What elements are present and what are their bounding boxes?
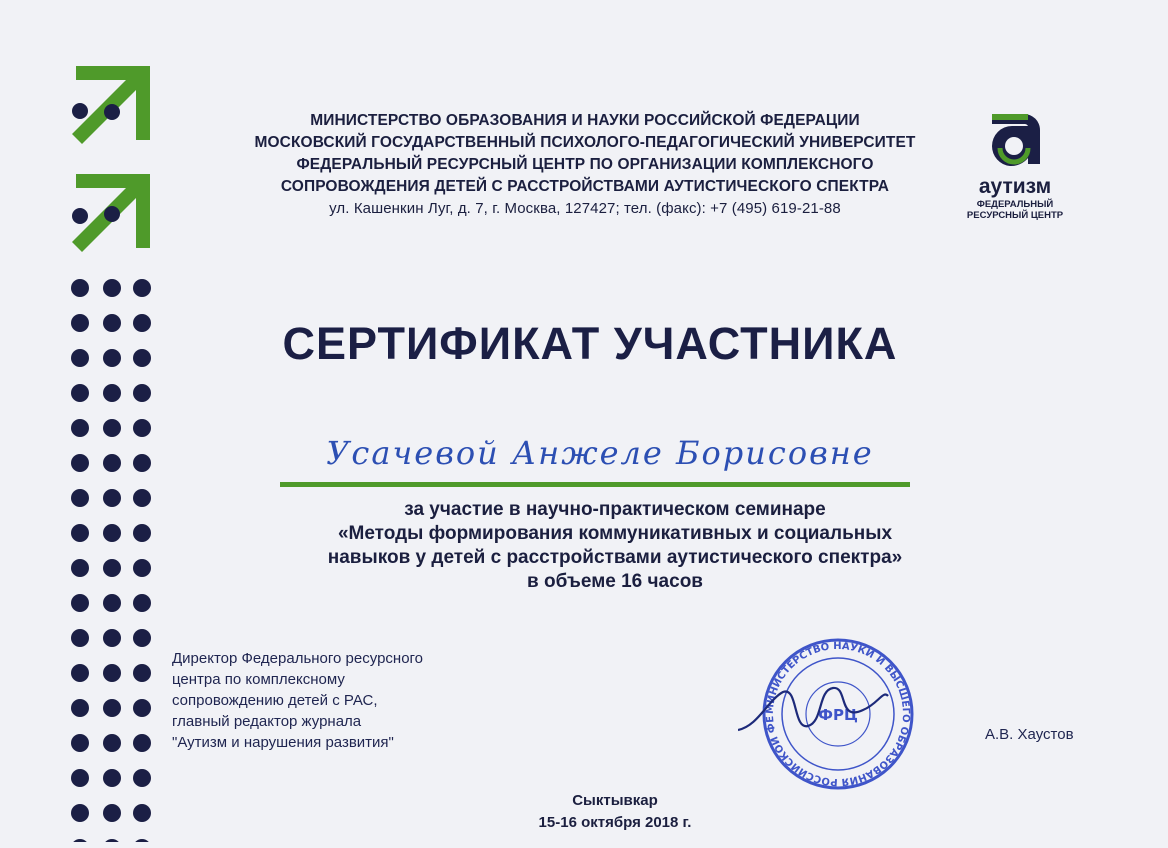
logo-a-icon [980,108,1050,168]
decorative-dot [71,839,89,842]
ministry-line: МИНИСТЕРСТВО ОБРАЗОВАНИЯ И НАУКИ РОССИЙСКОЙ ФЕДЕРАЦИИ [310,112,860,129]
recipient-name: Усачевой Анжеле Борисовне [326,434,874,472]
decorative-dot [71,279,89,297]
decorative-dot [133,419,151,437]
stamp-seal-icon [738,630,928,800]
decorative-dot [133,524,151,542]
decorative-dot [103,769,121,787]
date: 15-16 октября 2018 г. [538,814,692,831]
decorative-dot [71,384,89,402]
decorative-dot [133,349,151,367]
logo-sub-2: РЕСУРСНЫЙ ЦЕНТР [966,210,1064,221]
decorative-dot [133,559,151,577]
logo-word: аутизм [978,175,1052,198]
decorative-dot [103,454,121,472]
place-and-date [430,790,800,834]
stamp-outer-text: МИНИСТЕРСТВО НАУКИ И ВЫСШЕГО ОБРАЗОВАНИЯ РОССИЙСКОЙ ФЕ [764,640,912,788]
decorative-dot [71,419,89,437]
certificate-title: СЕРТИФИКАТ УЧАСТНИКА [282,318,898,369]
body-line-4: в объеме 16 часов [527,571,703,592]
signer-role-line-5: "Аутизм и нарушения развития" [172,734,394,751]
signer-role-line-4: главный редактор журнала [172,713,362,730]
decorative-dot [103,279,121,297]
decorative-dot [103,524,121,542]
center-line-2: СОПРОВОЖДЕНИЯ ДЕТЕЙ С РАССТРОЙСТВАМИ АУТИСТИЧЕСКОГО СПЕКТРА [280,178,890,195]
logo-sub-1: ФЕДЕРАЛЬНЫЙ [976,199,1054,210]
signer-role-line-2: центра по комплексному [172,671,345,688]
decorative-dot [133,384,151,402]
certificate-body [250,498,980,594]
autism-center-logo [960,108,1070,228]
decorative-dot [71,489,89,507]
signer-role-line-1: Директор Федерального ресурсного [172,650,424,667]
decorative-dot [133,489,151,507]
decorative-dot [71,734,89,752]
decorative-dot [103,314,121,332]
decorative-dot [133,594,151,612]
decorative-dot [103,734,121,752]
decorative-dot [71,454,89,472]
decorative-dot [103,489,121,507]
decorative-dot [133,664,151,682]
decorative-dot [71,699,89,717]
decorative-dot [71,524,89,542]
decorative-dot [133,769,151,787]
decorative-dot [103,804,121,822]
arrow-dots-pattern [68,62,158,842]
decorative-dot [71,349,89,367]
stamp-center-text: ФРЦ [818,706,858,724]
decorative-arrows-dots [68,62,158,842]
body-line-2: «Методы формирования коммуникативных и социальных [337,523,893,544]
issuer-header [210,110,960,220]
body-line-1: за участие в научно-практическом семинаре [404,499,826,520]
decorative-dot [103,839,121,842]
decorative-dot [133,629,151,647]
decorative-dot [103,664,121,682]
decorative-dot [103,419,121,437]
city: Сыктывкар [572,792,658,809]
decorative-dot [133,804,151,822]
decorative-dot [71,664,89,682]
decorative-dot [133,454,151,472]
signer-role [172,648,512,753]
address-line: ул. Кашенкин Луг, д. 7, г. Москва, 127427; тел. (факс): +7 (495) 619-21-88 [329,200,841,217]
decorative-dot [103,384,121,402]
university-line: МОСКОВСКИЙ ГОСУДАРСТВЕННЫЙ ПСИХОЛОГО-ПЕДАГОГИЧЕСКИЙ УНИВЕРСИТЕТ [254,134,916,151]
signer-name: А.В. Хаустов [985,726,1074,743]
decorative-dot [103,699,121,717]
decorative-dot [103,629,121,647]
body-line-3: навыков у детей с расстройствами аутистического спектра» [327,547,903,568]
decorative-dot [103,349,121,367]
decorative-dot [71,594,89,612]
decorative-dot [103,559,121,577]
decorative-dot [71,559,89,577]
recipient-underline [280,482,910,487]
decorative-dot [133,314,151,332]
official-stamp [738,630,928,800]
decorative-dot [133,699,151,717]
decorative-dot [133,839,151,842]
decorative-dot [71,314,89,332]
decorative-dot [133,279,151,297]
decorative-dot [71,804,89,822]
decorative-dot [71,629,89,647]
signer-role-line-3: сопровождению детей с РАС, [172,692,378,709]
decorative-dot [133,734,151,752]
center-line: ФЕДЕРАЛЬНЫЙ РЕСУРСНЫЙ ЦЕНТР ПО ОРГАНИЗАЦИИ КОМПЛЕКСНОГО [296,156,874,173]
decorative-dot [103,594,121,612]
decorative-dot [71,769,89,787]
